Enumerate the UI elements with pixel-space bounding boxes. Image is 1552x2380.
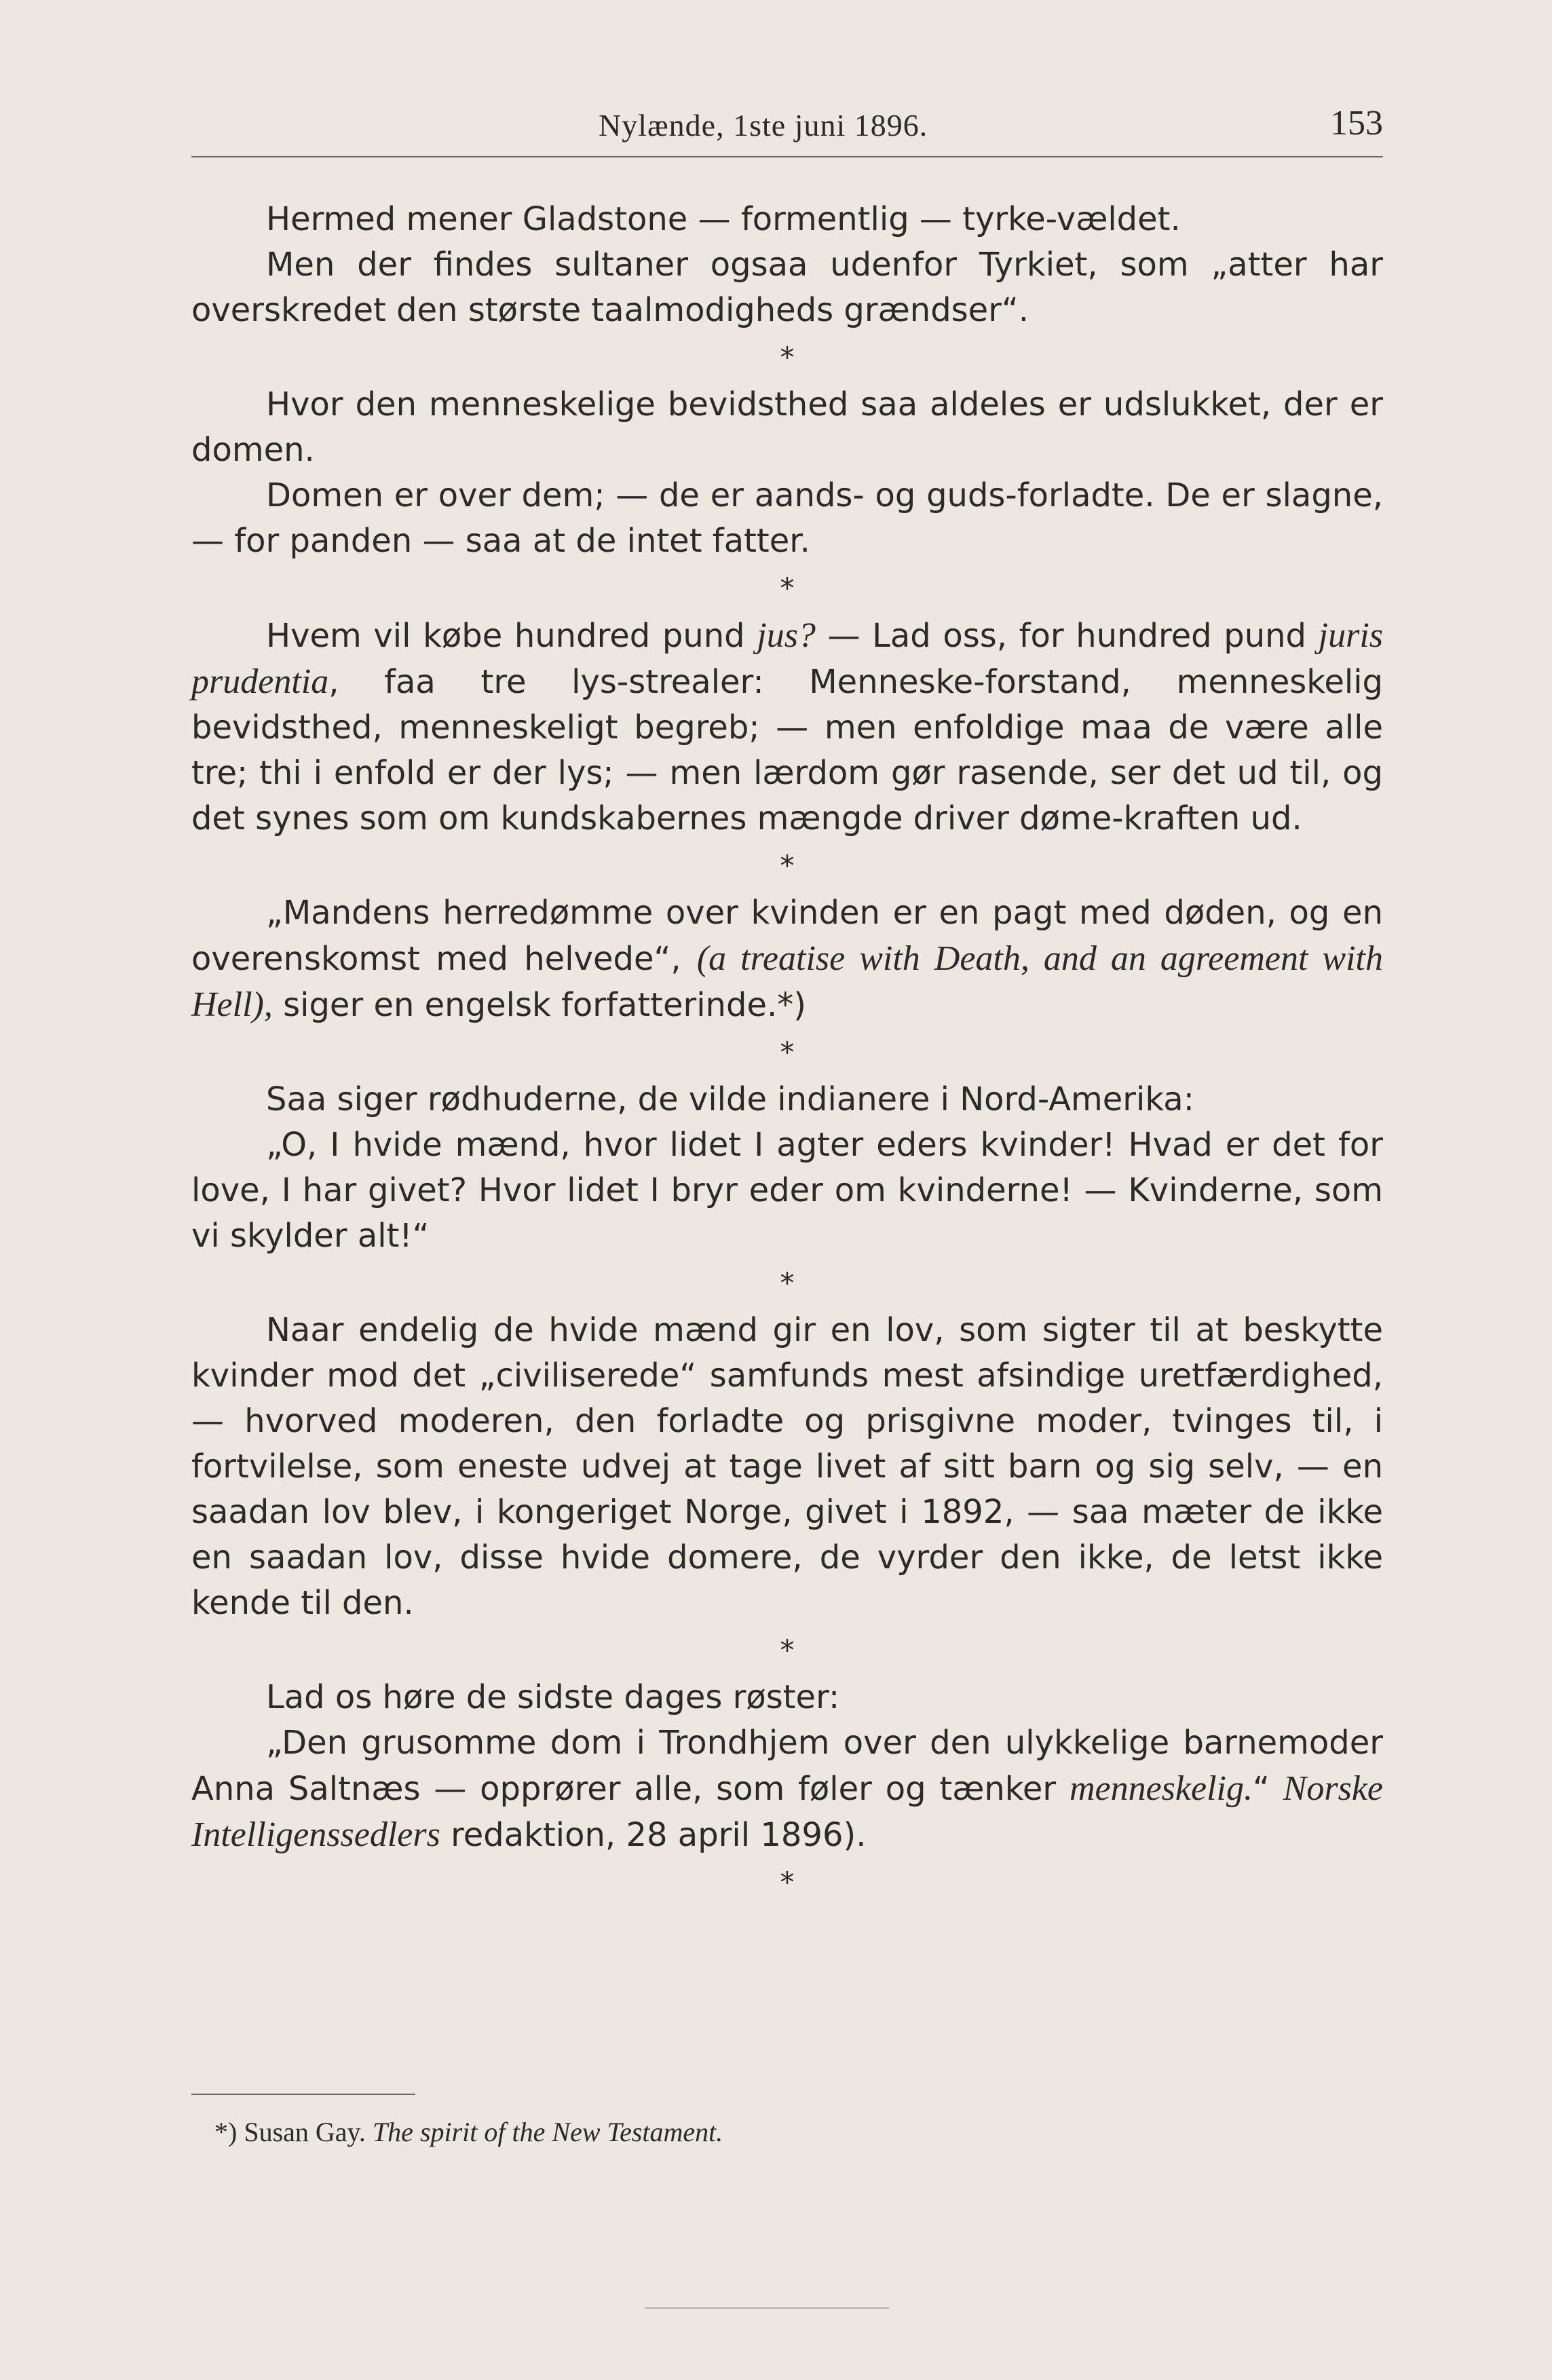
italic-text: jus? xyxy=(757,616,816,655)
text-run: redaktion, 28 april 1896). xyxy=(440,1816,867,1854)
paragraph: „O, I hvide mænd, hvor lidet I agter eders kvinder! Hvad er det for love, I har givet? Hvor lidet I bryr eder om kvinderne! — Kvinderne, som vi skylder alt!“ xyxy=(191,1126,1383,1255)
footnote-rule xyxy=(191,2094,415,2095)
section-separator: * xyxy=(780,849,795,882)
italic-text: juris prudentia xyxy=(191,616,1384,701)
text-run: siger en engelsk forfatterinde.*) xyxy=(272,986,806,1024)
paragraph xyxy=(191,613,1383,842)
paragraph: Hermed mener Gladstone — formentlig — tyrke-vældet. xyxy=(266,200,1181,238)
section-separator: * xyxy=(780,1633,795,1667)
paragraph: Saa siger rødhuderne, de vilde indianere i Nord-Amerika: xyxy=(266,1080,1194,1118)
paragraph: Domen er over dem; — de er aands- og guds-forladte. De er slagne, — for panden — saa at de intet fatter. xyxy=(191,476,1383,560)
footnote xyxy=(214,2116,723,2148)
paragraph: Hvor den menneskelige bevidsthed saa aldeles er udslukket, der er domen. xyxy=(191,385,1383,469)
running-title: Nylænde, 1ste juni 1896. xyxy=(599,108,928,143)
text-run: Hvem vil købe hundred pund xyxy=(266,617,757,655)
text-run: „Mandens herredømme over kvinden er en pagt med døden, og en overenskomst med helvede“, xyxy=(191,894,1383,978)
paragraph xyxy=(191,1720,1383,1858)
header-rule xyxy=(191,156,1383,157)
page-header xyxy=(191,102,1383,163)
paragraph: Naar endelig de hvide mænd gir en lov, som sigter til at beskytte kvinder mod det „civiliserede“ samfunds mest afsindige uretfærdighed, — hvorved moderen, den forladte og prisgivne moder, tvinges til, i fortvilelse, som eneste udvej at tage livet af sitt barn og sig selv, — en saadan lov blev, i kongeriget Norge, givet i 1892, — saa mæter de ikke en saadan lov, disse hvide domere, de vyrder den ikke, de letst ikke kende til den. xyxy=(191,1311,1383,1622)
italic-text: menneskelig. xyxy=(1069,1769,1253,1808)
footnote-marker: *) Susan Gay. xyxy=(214,2117,373,2147)
body-text xyxy=(191,197,1383,1907)
paragraph: Men der findes sultaner ogsaa udenfor Tyrkiet, som „atter har overskredet den største taalmodigheds grændser“. xyxy=(191,246,1383,329)
paragraph: Lad os høre de sidste dages røster: xyxy=(266,1678,840,1716)
section-separator: * xyxy=(780,1036,795,1069)
section-separator: * xyxy=(780,1266,795,1300)
footnote-title: The spirit of the New Testament. xyxy=(372,2117,723,2147)
italic-text: (a treatise with Death, and an agreement with Hell), xyxy=(191,939,1383,1024)
paragraph xyxy=(191,890,1383,1028)
section-separator: * xyxy=(780,1866,795,1899)
text-run: , faa tre lys-strealer: Menneske-forstand, menneskelig bevidsthed, menneskeligt begreb; — men enfoldige maa de være alle tre; thi i enfold er der lys; — men lærdom gør rasende, ser det ud til, og det synes som om kundskabernes mængde driver døme-kraften ud. xyxy=(191,663,1383,837)
bottom-rule xyxy=(645,2307,889,2309)
text-run: “ xyxy=(1252,1770,1283,1808)
page-number: 153 xyxy=(1330,104,1383,143)
section-separator: * xyxy=(780,571,795,605)
text-run: „Den grusomme dom i Trondhjem over den ulykkelige barnemoder Anna Saltnæs — opprører alle, som føler og tænker xyxy=(191,1724,1383,1808)
text-run: — Lad oss, for hundred pund xyxy=(815,617,1319,655)
section-separator: * xyxy=(780,341,795,374)
italic-text: Norske Intelligenssedlers xyxy=(191,1769,1383,1854)
